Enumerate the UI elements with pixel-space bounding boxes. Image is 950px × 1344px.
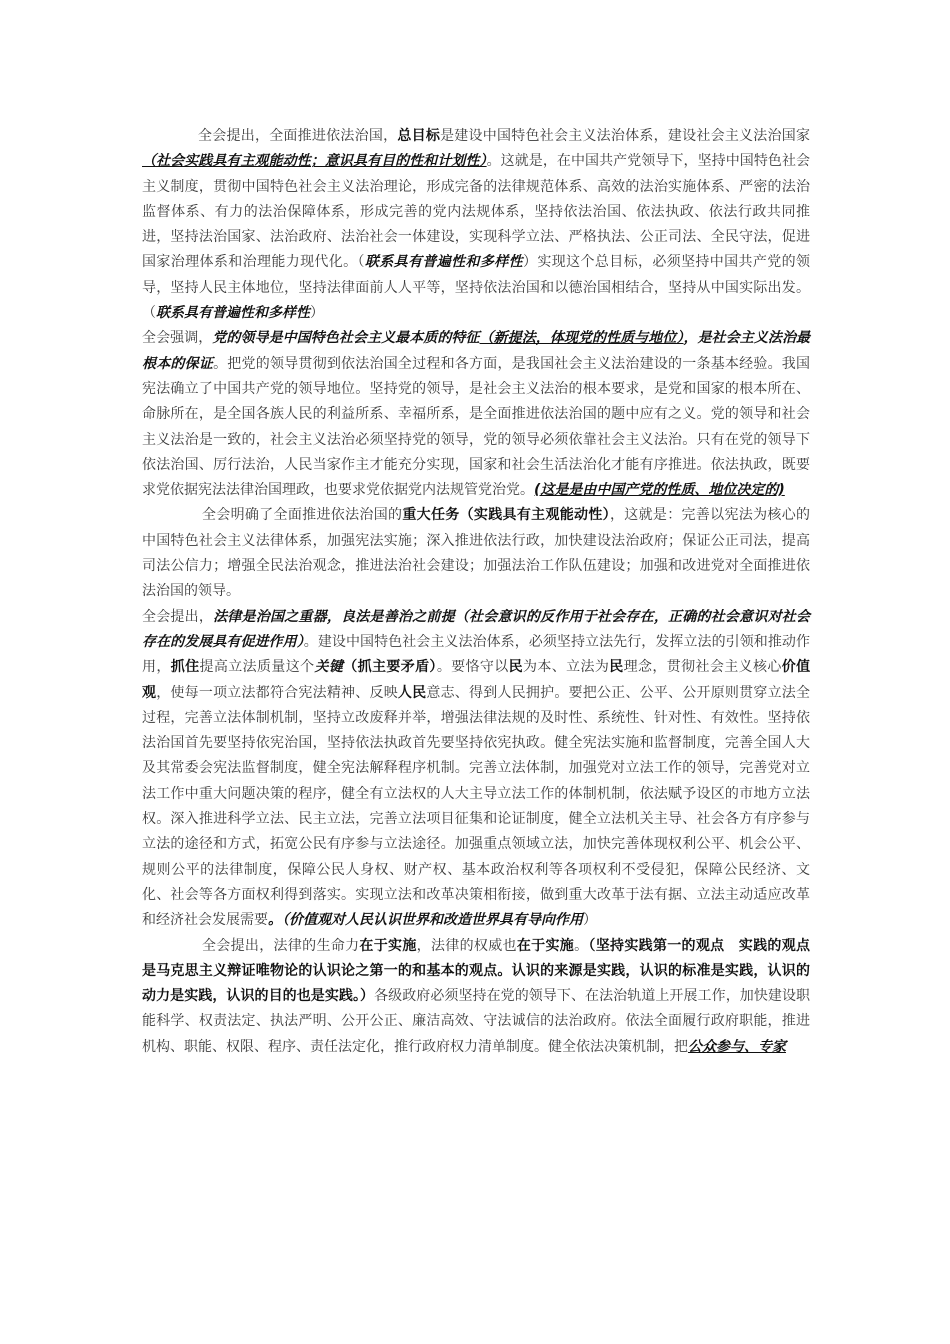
- paragraph-total-goal: [142, 124, 810, 326]
- bold-text: 人民: [397, 684, 427, 701]
- bold-text: 在于实施: [359, 937, 417, 954]
- annotation: （新提法，体现党的性质与地位）: [479, 330, 684, 347]
- bold-text: （抓主要矛盾）: [343, 659, 437, 676]
- annotation: （坚持实践第一的观点 实践的观点是马克思主义辩证唯物论的认识论之第一的和基本的观点。认识的来源是实践，认识的标准是实践，认识的动力是实践，认识的目的也是实践。）: [142, 937, 811, 1005]
- bold-text: 总目标: [397, 128, 441, 144]
- text: 。: [574, 937, 589, 954]
- document-body: [142, 124, 810, 1060]
- text: 全会提出，法律的生命力: [202, 937, 360, 954]
- annotation: (这是是由中国产党的性质、地位决定的): [534, 482, 785, 499]
- text: 。这就是，在中国共产党领导下，坚持中国特色社会主义制度，贯彻中国特色社会主义法治理论，形成完备的法律规范体系、高效的法治实施体系、严密的法治监督体系、有力的法治保障体系，形成完善的党内法规体系，坚持依法治国、依法执政、依法行政共同推进，坚持法治国家、法治政府、法治社会一体建设，实现科学立法、严格执法、公正司法、全民守法，促进国家治理体系和治理能力现代化。（: [142, 153, 811, 271]
- text: 全会明确了全面推进依法治国的: [202, 507, 403, 524]
- bold-text: 在于实施: [516, 937, 575, 954]
- text: ，法律的权威也: [416, 937, 517, 954]
- text: 提高立法质量这个: [199, 659, 315, 676]
- text: 全会提出，: [142, 608, 214, 625]
- emphasis: ，是社会主义法治最根本的保证: [142, 330, 811, 372]
- text: 是建设中国特色社会主义法治体系，建设社会主义法治国家: [440, 128, 811, 144]
- emphasis: 公众参与、专家: [688, 1038, 786, 1055]
- emphasis: 党的领导是中国特色社会主义最本质的特征: [212, 330, 480, 347]
- text: 各级政府必须坚持在党的领导下、在法治轨道上开展工作，加快建设职能科学、权责法定、执法严明、公开公正、廉洁高效、守法诚信的法治政府。依法全面履行政府职能，推进机构、职能、权限、程序、责任法定化，推行政府权力清单制度。健全依法决策机制，把: [142, 988, 811, 1055]
- text: ）: [583, 912, 597, 929]
- annotation: 。（价值观对人民认识世界和改造世界具有导向作用: [268, 912, 583, 929]
- bold-text: 重大任务（实践具有主观能动性）: [402, 507, 610, 524]
- text: ）: [310, 305, 324, 322]
- text: 。把党的领导贯彻到依法治国全过程和各方面，是我国社会主义法治建设的一条基本经验。我国宪法确立了中国共产党的领导地位。坚持党的领导，是社会主义法治的根本要求，是党和国家的根本所在、命脉所在，是全国各族人民的利益所系、幸福所系，是全面推进依法治国的题中应有之义。党的领导和社会主义法治是一致的，社会主义法治必须坚持党的领导，党的领导必须依靠社会主义法治。只有在党的领导下依法治国、厉行法治，人民当家作主才能充分实现，国家和社会生活法治化才能有序推进。依法执政，既要求党依据宪法法律治国理政，也要求党依据党内法规管党治党。: [142, 355, 811, 499]
- bold-text: 价值观: [142, 659, 811, 701]
- text: 理念，贯彻社会主义核心: [623, 659, 782, 676]
- text: 全会强调，: [142, 330, 213, 347]
- text: ）实现这个总目标，必须坚持中国共产党的领导，坚持人民主体地位，坚持法律面前人人平等，坚持依法治国和以德治国相结合，坚持从中国实际出发。（: [142, 254, 811, 322]
- bold-text: 抓住: [170, 659, 200, 676]
- text: 意志、得到人民拥护。要把公正、公平、公开原则贯穿立法全过程，完善立法体制机制，坚持立改废释并举，增强法律法规的及时性、系统性、针对性、有效性。坚持依法治国首先要坚持依宪治国，坚持依法执政首先要坚持依宪执政。健全宪法实施和监督制度，完善全国人大及其常委会宪法监督制度，健全宪法解释程序机制。完善立法体制，加强党对立法工作的领导，完善党对立法工作中重大问题决策的程序，健全有立法权的人大主导立法工作的体制机制，依法赋予设区的市地方立法权。深入推进科学立法、民主立法，完善立法项目征集和论证制度，健全立法机关主导、社会各方有序参与立法的途径和方式，拓宽公民有序参与立法途径。加强重点领域立法，加快完善体现权利公平、机会公平、规则公平的法律制度，保障公民人身权、财产权、基本政治权利等各项权利不受侵犯，保障公民经济、文化、社会等各方面权利得到落实。实现立法和改革决策相衔接，做到重大改革于法有据、立法主动适应改革和经济社会发展需要: [142, 684, 811, 929]
- bold-text: 民: [609, 659, 624, 676]
- paragraph-party-leadership: [142, 326, 810, 503]
- text: 全会提出，全面推进依法治国，: [198, 128, 398, 144]
- text: 。建设中国特色社会主义法治体系，必须坚持立法先行，发挥立法的引领和推动作用，: [142, 633, 810, 676]
- annotation: （社会意识的反作用于社会存在，正确的社会意识对社会存在的发展具有促进作用）: [142, 608, 811, 650]
- annotation: 联系具有普遍性和多样性: [364, 254, 523, 271]
- text: 为本、立法为: [523, 659, 610, 676]
- text: 。要恪守以: [436, 659, 509, 676]
- paragraph-major-tasks: [142, 503, 810, 604]
- paragraph-legislation: [142, 605, 810, 934]
- emphasis: 法律是治国之重器，良法是善治之前提: [213, 608, 455, 625]
- annotation: 联系具有普遍性和多样性: [156, 305, 310, 322]
- text: ，这就是：完善以宪法为核心的中国特色社会主义法律体系，加强宪法实施；深入推进依法行政，加快建设法治政府；保证公正司法，提高司法公信力；增强全民法治观念，推进法治社会建设；加强法治工作队伍建设；加强和改进党对全面推进依法治国的领导。: [142, 507, 811, 600]
- text: ，使每一项立法都符合宪法精神、反映: [156, 684, 398, 701]
- bold-text: 民: [508, 659, 524, 676]
- emphasis: 关键: [314, 659, 344, 676]
- paragraph-implementation: [142, 934, 810, 1060]
- annotation: （社会实践具有主观能动性；意识具有目的性和计划性）: [142, 153, 487, 170]
